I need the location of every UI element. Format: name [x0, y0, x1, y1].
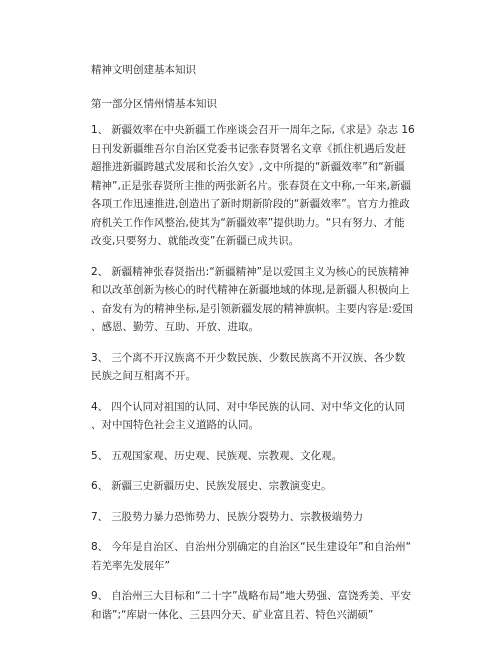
list-item	[91, 538, 415, 575]
list-item	[91, 263, 415, 337]
item-number: 3、	[91, 351, 109, 364]
list-item	[91, 121, 415, 251]
list-item	[91, 398, 415, 435]
item-number: 2、	[91, 265, 109, 278]
item-number: 7、	[91, 510, 109, 523]
item-text: 三股势力暴力恐怖势力、民族分裂势力、宗教极端势力	[111, 510, 364, 523]
item-number: 6、	[91, 480, 109, 492]
document-title: 精神文明创建基本知识	[91, 64, 196, 76]
list-item	[91, 477, 415, 496]
item-list	[91, 121, 415, 636]
item-number: 9、	[91, 590, 109, 602]
item-text: 三个离不开汉族离不开少数民族、少数民族离不开汉族、各少数民族之间互相离不开。	[91, 351, 406, 382]
item-number: 8、	[91, 541, 109, 553]
item-text: 四个认同对祖国的认同、对中华民族的认同、对中华文化的认同、对中国特色社会主义道路的认同。	[91, 400, 406, 431]
section-heading: 第一部分区情州情基本知识	[91, 98, 217, 110]
item-text: 今年是自治区、自治州分别确定的自治区“民生建设年”和自治州“若羌率先发展年”	[91, 541, 412, 572]
list-item	[91, 447, 415, 466]
item-text: 新疆精神张春贤指出:“新疆精神”是以爱国主义为核心的民族精神和以改革创新为核心的时代精神在新疆地域的体现,是新疆人积极向上、奋发有为的精神坐标,是引领新疆发展的精神旗帜。主要内容是:爱国、感恩、勤劳、互助、开放、进取。	[91, 265, 413, 333]
list-item	[91, 587, 415, 624]
item-text: 新疆效率在中央新疆工作座谈会召开一周年之际,《求是》杂志 16 日刊发新疆维吾尔自治区党委书记张春贤署名文章《抓住机遇后发赶超推进新疆跨越式发展和长治久安》,文中所提的“新疆效率”和“新疆精神”,正是张春贤所主推的两张新名片。张春贤在文中称,一年来,新疆各项工作迅速推进,创造出了新时期新阶段的“新疆效率”。官方力推政府机关工作作风整治,使其为“新疆效率”提供助力。“只有努力、才能改变,只要努力、就能改变”在新疆已成共识。	[91, 124, 415, 247]
list-item	[91, 508, 415, 527]
list-item	[91, 349, 415, 386]
item-text: 五观国家观、历史观、民族观、宗教观、文化观。	[111, 449, 343, 462]
item-number: 1、	[91, 124, 109, 136]
item-number: 4、	[91, 400, 109, 413]
item-text: 自治州三大目标和“二十字”战略布局“地大势强、富饶秀美、平安和谐”;“库尉一体化、三县四分天、矿业富且若、特色兴湖硕”	[91, 590, 412, 621]
item-number: 5、	[91, 449, 109, 462]
item-text: 新疆三史新疆历史、民族发展史、宗教演变史。	[111, 480, 332, 492]
